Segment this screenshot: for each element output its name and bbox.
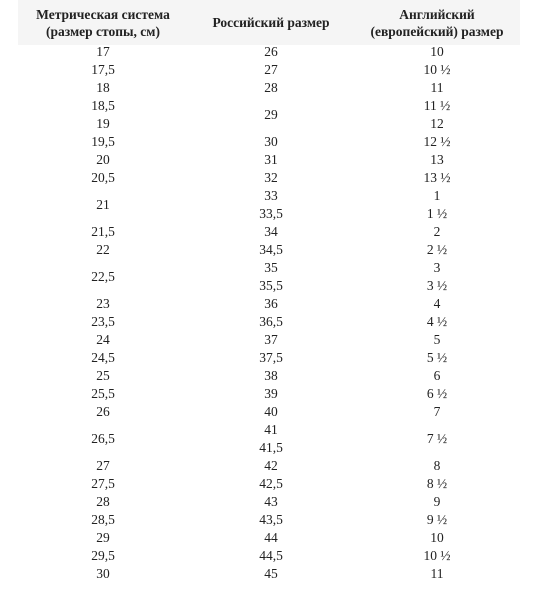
- english-cell: 13 ½: [423, 169, 451, 185]
- english-cell: 6: [433, 367, 441, 383]
- english-cell: 2: [433, 223, 441, 239]
- english-cell: 10: [430, 529, 444, 545]
- english-cell: 2 ½: [426, 241, 448, 257]
- english-cell: 12 ½: [423, 133, 451, 149]
- english-cell: 12: [430, 115, 444, 131]
- metric-cell: 18,5: [91, 97, 115, 113]
- russian-cell: 28: [264, 79, 278, 95]
- russian-cell: 33: [264, 187, 278, 203]
- metric-cell: 25,5: [91, 385, 115, 401]
- metric-cell: 22: [96, 241, 110, 257]
- metric-cell: 23: [96, 295, 110, 311]
- english-cell: 3 ½: [426, 277, 448, 293]
- header-russian-line-1: Российский размер: [212, 15, 330, 30]
- metric-cell: 29,5: [91, 547, 115, 563]
- english-cell: 5 ½: [426, 349, 448, 365]
- russian-cell: 43,5: [259, 511, 283, 527]
- metric-cell: 21,5: [91, 223, 115, 239]
- russian-cell: 31: [264, 151, 278, 167]
- russian-cell: 36: [264, 295, 278, 311]
- metric-cell: 26: [96, 403, 110, 419]
- english-cell: 5: [433, 331, 441, 347]
- metric-cell: 30: [96, 565, 110, 581]
- russian-cell: 43: [264, 493, 278, 509]
- header-metric-line-2: (размер стопы, см): [45, 23, 160, 39]
- english-cell: 8: [433, 457, 441, 473]
- russian-cell: 35: [264, 259, 278, 275]
- metric-cell: 19,5: [91, 133, 115, 149]
- metric-cell: 19: [96, 115, 110, 131]
- header-english-line-2: (европейский) размер: [370, 23, 504, 39]
- russian-cell: 44,5: [259, 547, 283, 563]
- russian-cell: 39: [264, 385, 278, 401]
- metric-cell: 25: [96, 367, 110, 383]
- metric-cell: 24,5: [91, 349, 115, 365]
- metric-cell: 27: [96, 457, 110, 473]
- russian-cell: 34: [264, 223, 278, 239]
- russian-cell: 29: [264, 106, 278, 122]
- metric-cell: 21: [96, 196, 110, 212]
- metric-cell: 28: [96, 493, 110, 509]
- russian-cell: 32: [264, 169, 278, 185]
- russian-cell: 44: [264, 529, 278, 545]
- russian-cell: 26: [264, 43, 278, 59]
- metric-cell: 26,5: [91, 430, 115, 446]
- russian-cell: 33,5: [259, 205, 283, 221]
- russian-cell: 37: [264, 331, 278, 347]
- russian-cell: 45: [264, 565, 278, 581]
- header-russian: [188, 0, 354, 45]
- metric-cell: 18: [96, 79, 110, 95]
- english-cell: 10 ½: [423, 61, 451, 77]
- metric-cell: 20,5: [91, 169, 115, 185]
- header-english-line-1: Английский: [399, 6, 475, 22]
- english-cell: 7 ½: [426, 430, 448, 446]
- russian-cell: 38: [264, 367, 278, 383]
- metric-cell: 29: [96, 529, 110, 545]
- header-metric: [18, 0, 188, 45]
- metric-cell: 22,5: [91, 268, 115, 284]
- russian-cell: 42,5: [259, 475, 283, 491]
- english-cell: 11: [430, 565, 444, 581]
- english-cell: 1: [433, 187, 441, 203]
- metric-cell: 28,5: [91, 511, 115, 527]
- metric-cell: 17: [96, 43, 110, 59]
- english-cell: 4 ½: [426, 313, 448, 329]
- english-cell: 9: [433, 493, 441, 509]
- header-english: [354, 0, 520, 45]
- russian-cell: 40: [264, 403, 278, 419]
- russian-cell: 30: [264, 133, 278, 149]
- russian-cell: 27: [264, 61, 278, 77]
- english-cell: 1 ½: [426, 205, 448, 221]
- english-cell: 4: [433, 295, 441, 311]
- russian-cell: 35,5: [259, 277, 283, 293]
- russian-cell: 41: [264, 421, 278, 437]
- metric-cell: 24: [96, 331, 110, 347]
- russian-cell: 41,5: [259, 439, 283, 455]
- metric-cell: 23,5: [91, 313, 115, 329]
- english-cell: 11: [430, 79, 444, 95]
- header-metric-line-1: Метрическая система: [36, 6, 170, 22]
- english-cell: 9 ½: [426, 511, 448, 527]
- english-cell: 10: [430, 43, 444, 59]
- russian-cell: 37,5: [259, 349, 283, 365]
- english-cell: 10 ½: [423, 547, 451, 563]
- russian-cell: 36,5: [259, 313, 283, 329]
- english-cell: 6 ½: [426, 385, 448, 401]
- metric-cell: 20: [96, 151, 110, 167]
- english-cell: 3: [433, 259, 441, 275]
- russian-cell: 42: [264, 457, 278, 473]
- metric-cell: 17,5: [91, 61, 115, 77]
- russian-cell: 34,5: [259, 241, 283, 257]
- metric-cell: 27,5: [91, 475, 115, 491]
- english-cell: 13: [430, 151, 444, 167]
- english-cell: 11 ½: [423, 97, 451, 113]
- english-cell: 8 ½: [426, 475, 448, 491]
- english-cell: 7: [433, 403, 441, 419]
